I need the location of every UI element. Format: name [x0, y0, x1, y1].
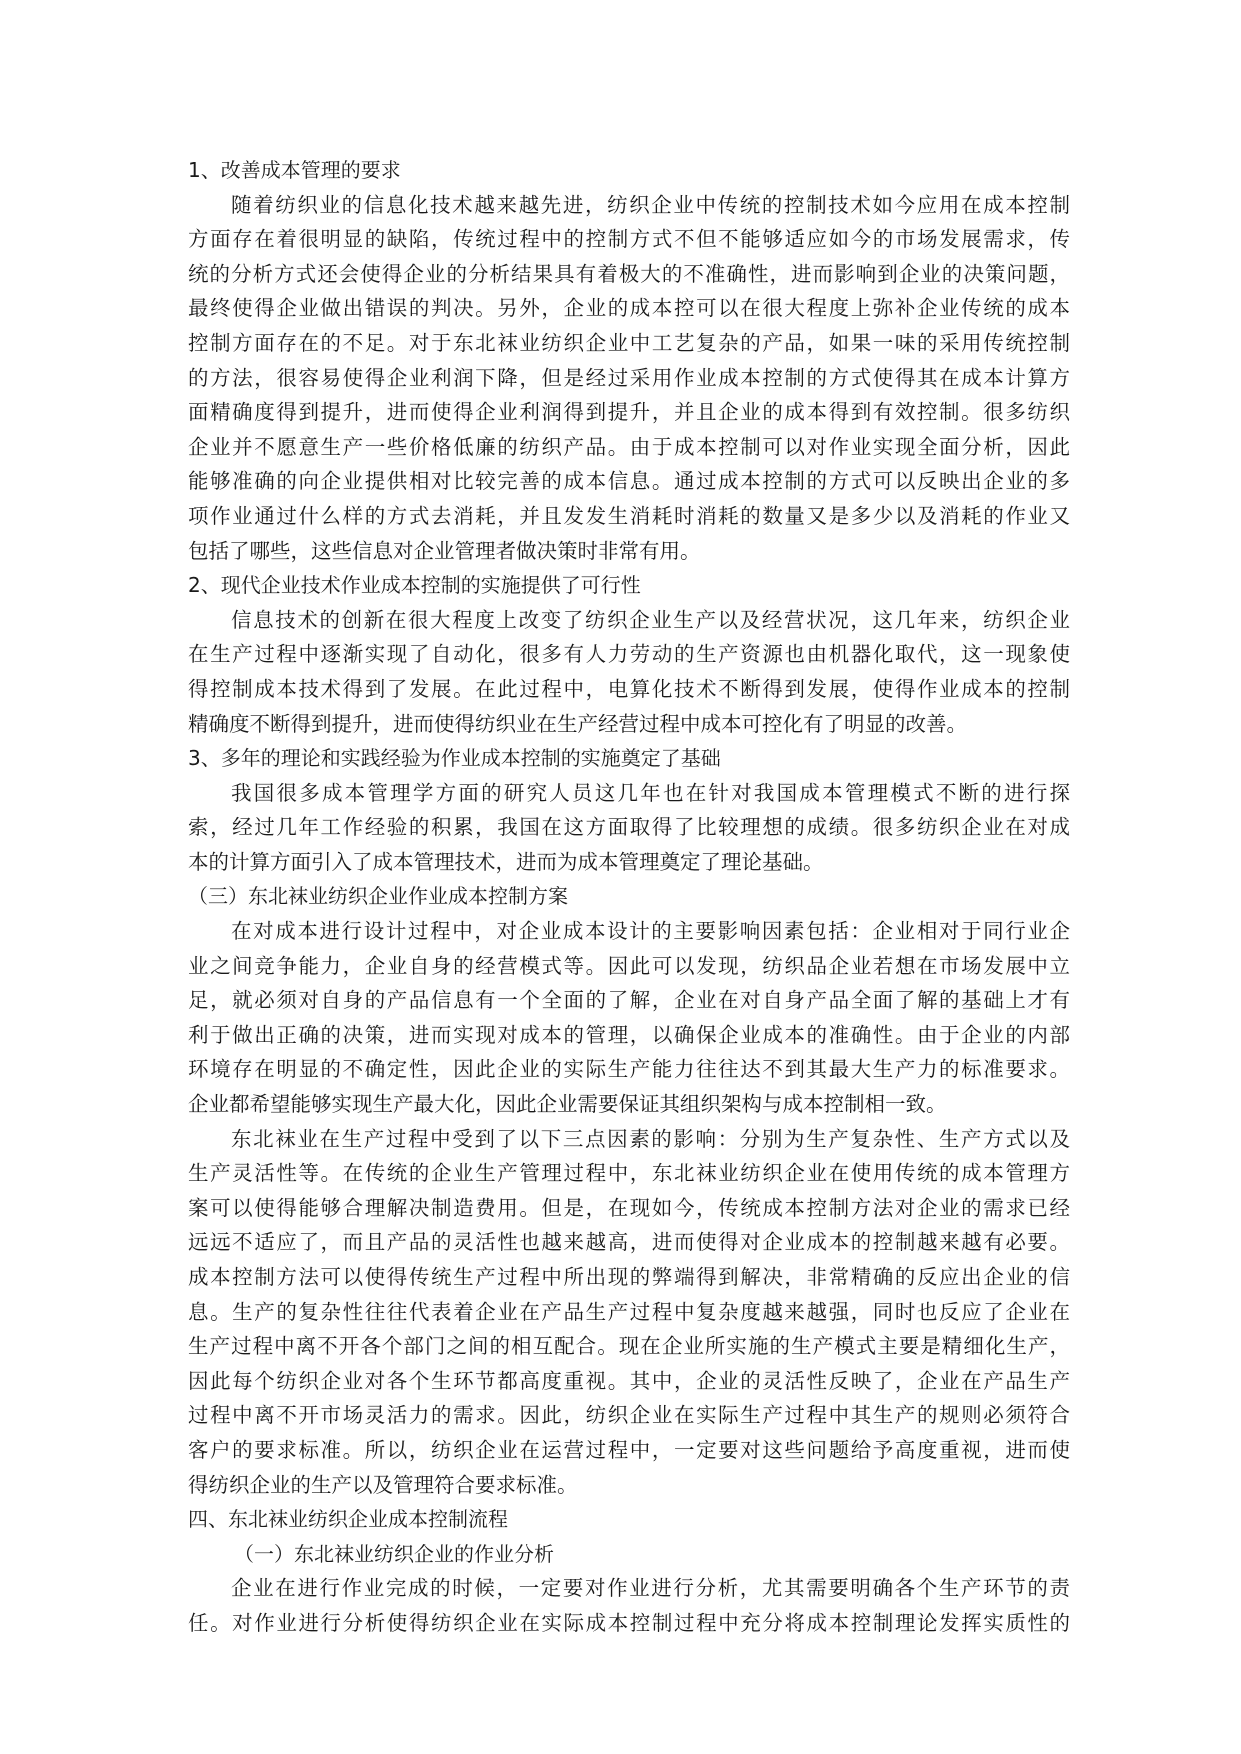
section-heading-2: 2、现代企业技术作业成本控制的实施提供了可行性: [188, 573, 641, 598]
paragraph-line: 东北袜业在生产过程中受到了以下三点因素的影响：分别为生产复杂性、生产方式以及: [231, 1126, 1070, 1151]
subsection-heading: （一）东北袜业纺织企业的作业分析: [234, 1541, 554, 1566]
section-heading-1: 1、改善成本管理的要求: [188, 158, 401, 182]
paragraph-line: 远远不适应了，而且产品的灵活性也越来越高，进而使得对企业成本的控制越来越有必要。: [188, 1230, 1070, 1255]
paragraph-line: 最终使得企业做出错误的判决。另外，企业的成本控可以在很大程度上弥补企业传统的成本: [188, 296, 1070, 321]
paragraph-line: 过程中离不开市场灵活力的需求。因此，纺织企业在实际生产过程中其生产的规则必须符合: [188, 1403, 1070, 1428]
paragraph-line: 得控制成本技术得到了发展。在此过程中，电算化技术不断得到发展，使得作业成本的控制: [188, 676, 1070, 701]
paragraph-line: 环境存在明显的不确定性，因此企业的实际生产能力往往达不到其最大生产力的标准要求。: [188, 1057, 1070, 1082]
section-heading-scheme: （三）东北袜业纺织企业作业成本控制方案: [188, 884, 568, 909]
paragraph-line: 生产灵活性等。在传统的企业生产管理过程中，东北袜业纺织企业在使用传统的成本管理方: [188, 1161, 1070, 1186]
paragraph-line: 信息技术的创新在很大程度上改变了纺织企业生产以及经营状况，这几年来，纺织企业: [231, 607, 1070, 632]
paragraph-line: 在对成本进行设计过程中，对企业成本设计的主要影响因素包括：企业相对于同行业企: [231, 919, 1070, 944]
paragraph-line: 企业在进行作业完成的时候，一定要对作业进行分析，尤其需要明确各个生产环节的责: [231, 1576, 1070, 1601]
paragraph-line: 任。对作业进行分析使得纺织企业在实际成本控制过程中充分将成本控制理论发挥实质性的: [188, 1610, 1070, 1635]
paragraph-line: 本的计算方面引入了成本管理技术，进而为成本管理奠定了理论基础。: [188, 849, 824, 874]
paragraph-line: 包括了哪些，这些信息对企业管理者做决策时非常有用。: [188, 538, 701, 563]
paragraph-line: 的方法，很容易使得企业利润下降，但是经过采用作业成本控制的方式使得其在成本计算方: [188, 365, 1070, 390]
paragraph-line: 足，就必须对自身的产品信息有一个全面的了解，企业在对自身产品全面了解的基础上才有: [188, 988, 1070, 1013]
paragraph-line: 案可以使得能够合理解决制造费用。但是，在现如今，传统成本控制方法对企业的需求已经: [188, 1195, 1070, 1220]
paragraph-line: 客户的要求标准。所以，纺织企业在运营过程中，一定要对这些问题给予高度重视，进而使: [188, 1437, 1070, 1462]
paragraph-line: 索，经过几年工作经验的积累，我国在这方面取得了比较理想的成绩。很多纺织企业在对成: [188, 815, 1070, 840]
paragraph-line: 随着纺织业的信息化技术越来越先进，纺织企业中传统的控制技术如今应用在成本控制: [231, 192, 1070, 217]
paragraph-line: 成本控制方法可以使得传统生产过程中所出现的弊端得到解决，非常精确的反应出企业的信: [188, 1265, 1070, 1289]
paragraph-line: 企业并不愿意生产一些价格低廉的纺织产品。由于成本控制可以对作业实现全面分析，因此: [188, 434, 1070, 459]
paragraph-line: 在生产过程中逐渐实现了自动化，很多有人力劳动的生产资源也由机器化取代，这一现象使: [188, 642, 1070, 667]
paragraph-line: 面精确度得到提升，进而使得企业利润得到提升，并且企业的成本得到有效控制。很多纺织: [188, 400, 1070, 425]
paragraph-line: 业之间竞争能力，企业自身的经营模式等。因此可以发现，纺织品企业若想在市场发展中立: [188, 953, 1070, 978]
paragraph-line: 息。生产的复杂性往往代表着企业在产品生产过程中复杂度越来越强，同时也反应了企业在: [188, 1299, 1070, 1324]
paragraph-line: 能够准确的向企业提供相对比较完善的成本信息。通过成本控制的方式可以反映出企业的多: [188, 469, 1070, 494]
paragraph-line: 因此每个纺织企业对各个生环节都高度重视。其中，企业的灵活性反映了，企业在产品生产: [188, 1368, 1070, 1393]
section-heading-process: 四、东北袜业纺织企业成本控制流程: [188, 1507, 508, 1532]
paragraph-line: 利于做出正确的决策，进而实现对成本的管理，以确保企业成本的准确性。由于企业的内部: [188, 1022, 1070, 1047]
paragraph-line: 方面存在着很明显的缺陷，传统过程中的控制方式不但不能够适应如今的市场发展需求，传: [188, 227, 1070, 252]
paragraph-line: 我国很多成本管理学方面的研究人员这几年也在针对我国成本管理模式不断的进行探: [231, 780, 1070, 805]
paragraph-line: 控制方面存在的不足。对于东北袜业纺织企业中工艺复杂的产品，如果一味的采用传统控制: [188, 330, 1070, 355]
document-page: [188, 153, 1070, 1641]
paragraph-line: 项作业通过什么样的方式去消耗，并且发发生消耗时消耗的数量又是多少以及消耗的作业又: [188, 503, 1070, 528]
paragraph-line: 精确度不断得到提升，进而使得纺织业在生产经营过程中成本可控化有了明显的改善。: [188, 711, 967, 736]
paragraph-line: 统的分析方式还会使得企业的分析结果具有着极大的不准确性，进而影响到企业的决策问题，: [188, 261, 1070, 286]
section-heading-3: 3、多年的理论和实践经验为作业成本控制的实施奠定了基础: [188, 746, 721, 771]
paragraph-line: 生产过程中离不开各个部门之间的相互配合。现在企业所实施的生产模式主要是精细化生产，: [188, 1334, 1070, 1359]
paragraph-line: 得纺织企业的生产以及管理符合要求标准。: [188, 1472, 578, 1497]
paragraph-line: 企业都希望能够实现生产最大化，因此企业需要保证其组织架构与成本控制相一致。: [188, 1092, 947, 1117]
